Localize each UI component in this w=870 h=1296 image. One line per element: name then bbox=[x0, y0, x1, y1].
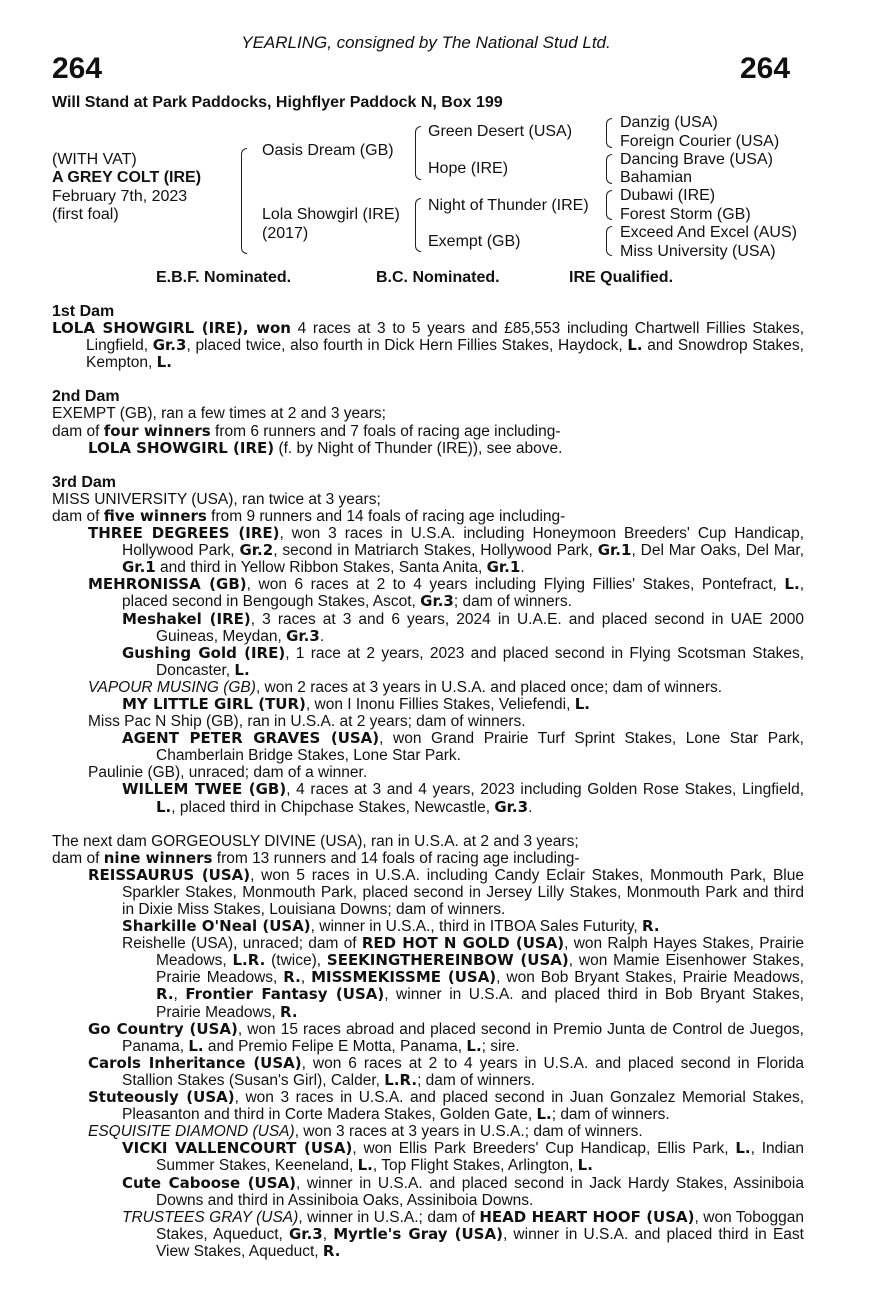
sire-dam: Hope (IRE) bbox=[428, 160, 509, 177]
next-dam-line: The next dam GORGEOUSLY DIVINE (USA), ran in U.S.A. at 2 and 3 years; bbox=[52, 832, 579, 850]
g3-6: Forest Storm (GB) bbox=[620, 206, 751, 223]
lot-name: A GREY COLT (IRE) bbox=[52, 169, 202, 186]
brace-g3-2 bbox=[606, 154, 612, 184]
brace-g3-1 bbox=[606, 118, 612, 148]
g3-1: Danzig (USA) bbox=[620, 114, 718, 131]
progeny-entry: AGENT PETER GRAVES (USA), won Grand Prairie Turf Sprint Stakes, Lone Star Park, Chamberlain Bridge Stakes, Lone Star Park. bbox=[122, 729, 804, 765]
first-dam-text: 4 races at 3 to 5 years and £85,553 including Chartwell Fillies Stakes, Lingfield, bbox=[86, 320, 805, 355]
nomination-ire: IRE Qualified. bbox=[569, 269, 674, 286]
g3-5: Dubawi (IRE) bbox=[620, 187, 716, 204]
progeny-entry: Go Country (USA), won 15 races abroad and placed second in Premio Junta de Control de Juegos, Panama, L. and Premio Felipe E Motta, Panama, L.; sire. bbox=[88, 1019, 804, 1055]
third-dam-title: 3rd Dam bbox=[52, 473, 117, 491]
progeny-entry: Sharkille O'Neal (USA), winner in U.S.A., third in ITBOA Sales Futurity, R. bbox=[122, 917, 660, 936]
first-dam-text3: and Snowdrop Stakes, Kempton, bbox=[86, 337, 804, 372]
progeny-entry: TRUSTEES GRAY (USA), winner in U.S.A.; dam of HEAD HEART HOOF (USA), won Toboggan Stakes, Aqueduct, Gr.3, Myrtle's Gray (USA), winner in U.S.A. and placed third in East View Stakes, Aqueduct, R. bbox=[122, 1207, 805, 1260]
next-dam-produce: dam of nine winners from 13 runners and 14 foals of racing age including- bbox=[52, 848, 580, 867]
brace-g3-3 bbox=[606, 190, 612, 220]
brace-gen1 bbox=[241, 148, 247, 254]
nomination-ebf: E.B.F. Nominated. bbox=[156, 269, 292, 286]
g3-2: Foreign Courier (USA) bbox=[620, 133, 780, 150]
nomination-bc: B.C. Nominated. bbox=[376, 269, 500, 286]
progeny-entry: MEHRONISSA (GB), won 6 races at 2 to 4 years including Flying Fillies' Stakes, Pontefract, L., placed second in Bengough Stakes, Ascot, Gr.3; dam of winners. bbox=[88, 575, 804, 611]
progeny-entry: Paulinie (GB), unraced; dam of a winner. bbox=[88, 764, 368, 782]
brace-sire bbox=[415, 126, 421, 180]
first-dam-text2: , placed twice, also fourth in Dick Hern Fillies Stakes, Haydock, bbox=[186, 337, 628, 355]
dam-year: (2017) bbox=[262, 225, 309, 242]
listed-label: L. bbox=[627, 336, 643, 355]
progeny-entry: Gushing Gold (IRE), 1 race at 2 years, 2023 and placed second in Flying Scotsman Stakes, Doncaster, L. bbox=[122, 643, 804, 679]
catalogue-body bbox=[52, 303, 804, 1260]
won-label: , won bbox=[242, 319, 291, 338]
dam: Lola Showgirl (IRE) bbox=[262, 206, 400, 223]
listed-label: L. bbox=[156, 353, 172, 372]
progeny-entry: Meshakel (IRE), 3 races at 3 and 6 years, 2024 in U.A.E. and placed second in UAE 2000 Guineas, Meydan, Gr.3. bbox=[122, 609, 804, 645]
brace-dam bbox=[415, 198, 421, 252]
progeny-entry: THREE DEGREES (IRE), won 3 races in U.S.A. including Honeymoon Breeders' Cup Handicap, Hollywood Park, Gr.2, second in Matriarch Stakes, Hollywood Park, Gr.1, Del Mar Oaks, Del Mar, Gr.1 and third in Yellow Ribbon Stakes, Santa Anita, Gr.1. bbox=[88, 524, 805, 577]
sire-sire: Green Desert (USA) bbox=[428, 123, 573, 140]
dam-dam: Exempt (GB) bbox=[428, 233, 521, 250]
consignment-line: YEARLING, consigned by The National Stud Ltd. bbox=[241, 33, 611, 52]
third-dam-produce: dam of five winners from 9 runners and 14 foals of racing age including- bbox=[52, 506, 566, 525]
sire: Oasis Dream (GB) bbox=[262, 142, 394, 159]
progeny-entry: VAPOUR MUSING (GB), won 2 races at 3 years in U.S.A. and placed once; dam of winners. bbox=[88, 678, 723, 696]
g3-4: Bahamian bbox=[620, 169, 693, 186]
first-dam-title: 1st Dam bbox=[52, 303, 115, 320]
progeny-entry: Carols Inheritance (USA), won 6 races at 2 to 4 years in U.S.A. and placed second in Florida Stallion Stakes (Susan's Girl), Calder, L.R.; dam of winners. bbox=[88, 1053, 805, 1089]
first-dam-name: LOLA SHOWGIRL (IRE) bbox=[52, 319, 243, 338]
second-dam-title: 2nd Dam bbox=[52, 388, 120, 406]
stand-location: Will Stand at Park Paddocks, Highflyer Paddock N, Box 199 bbox=[52, 94, 503, 111]
third-dam-line: MISS UNIVERSITY (USA), ran twice at 3 years; bbox=[52, 490, 381, 508]
progeny-entry: Reishelle (USA), unraced; dam of RED HOT N GOLD (USA), won Ralph Hayes Stakes, Prairie Meadows, L.R. (twice), SEEKINGTHEREINBOW (USA), won Mamie Eisenhower Stakes, Prairie Meadows, R., MISSMEKISSME (USA), won Bob Bryant Stakes, Prairie Meadows, R., Frontier Fantasy (USA), winner in U.S.A. and placed third in Bob Bryant Stakes, Prairie Meadows, R. bbox=[122, 934, 805, 1021]
progeny-entry: Stuteously (USA), won 3 races in U.S.A. and placed second in Juan Gonzalez Memorial Stakes, Pleasanton and third in Corte Madera Stakes, Golden Gate, L.; dam of winners. bbox=[88, 1088, 805, 1124]
foaling-date: February 7th, 2023 bbox=[52, 188, 188, 205]
second-dam-produce: dam of four winners from 6 runners and 7 foals of racing age including- bbox=[52, 421, 561, 440]
second-dam-progeny: LOLA SHOWGIRL (IRE) (f. by Night of Thunder (IRE)), see above. bbox=[88, 438, 563, 457]
dam-sire: Night of Thunder (IRE) bbox=[428, 197, 589, 214]
second-dam-line: EXEMPT (GB), ran a few times at 2 and 3 years; bbox=[52, 405, 386, 423]
first-dam-entry bbox=[52, 320, 804, 371]
progeny-entry: VICKI VALLENCOURT (USA), won Ellis Park Breeders' Cup Handicap, Ellis Park, L., Indian Summer Stakes, Keeneland, L., Top Flight Stakes, Arlington, L. bbox=[122, 1139, 804, 1175]
progeny-entry: Cute Caboose (USA), winner in U.S.A. and placed second in Jack Hardy Stakes, Assiniboia Downs and third in Assiniboia Oaks, Assiniboia Downs. bbox=[122, 1173, 804, 1209]
grade-label: Gr.3 bbox=[152, 336, 187, 355]
g3-7: Exceed And Excel (AUS) bbox=[620, 224, 797, 241]
g3-3: Dancing Brave (USA) bbox=[620, 151, 773, 168]
lot-number-left: 264 bbox=[52, 52, 103, 85]
progeny-entry: ESQUISITE DIAMOND (USA), won 3 races at 3 years in U.S.A.; dam of winners. bbox=[88, 1123, 643, 1141]
progeny-entry: WILLEM TWEE (GB), 4 races at 3 and 4 years, 2023 including Golden Rose Stakes, Lingfield, L., placed third in Chipchase Stakes, Newcastle, Gr.3. bbox=[122, 780, 804, 816]
progeny-entry: MY LITTLE GIRL (TUR), won I Inonu Fillies Stakes, Veliefendi, L. bbox=[122, 694, 590, 713]
brace-g3-4 bbox=[606, 226, 612, 256]
vat-note: (WITH VAT) bbox=[52, 151, 137, 168]
lot-number-right: 264 bbox=[740, 52, 791, 85]
first-foal-note: (first foal) bbox=[52, 206, 119, 223]
progeny-entry: Miss Pac N Ship (GB), ran in U.S.A. at 2 years; dam of winners. bbox=[88, 713, 526, 731]
g3-8: Miss University (USA) bbox=[620, 243, 776, 260]
progeny-entry: REISSAURUS (USA), won 5 races in U.S.A. including Candy Eclair Stakes, Monmouth Park, Blue Sparkler Stakes, Monmouth Park, placed second in Jersey Lilly Stakes, Monmouth Park and third in Dixie Miss Stakes, Louisiana Downs; dam of winners. bbox=[88, 865, 804, 918]
